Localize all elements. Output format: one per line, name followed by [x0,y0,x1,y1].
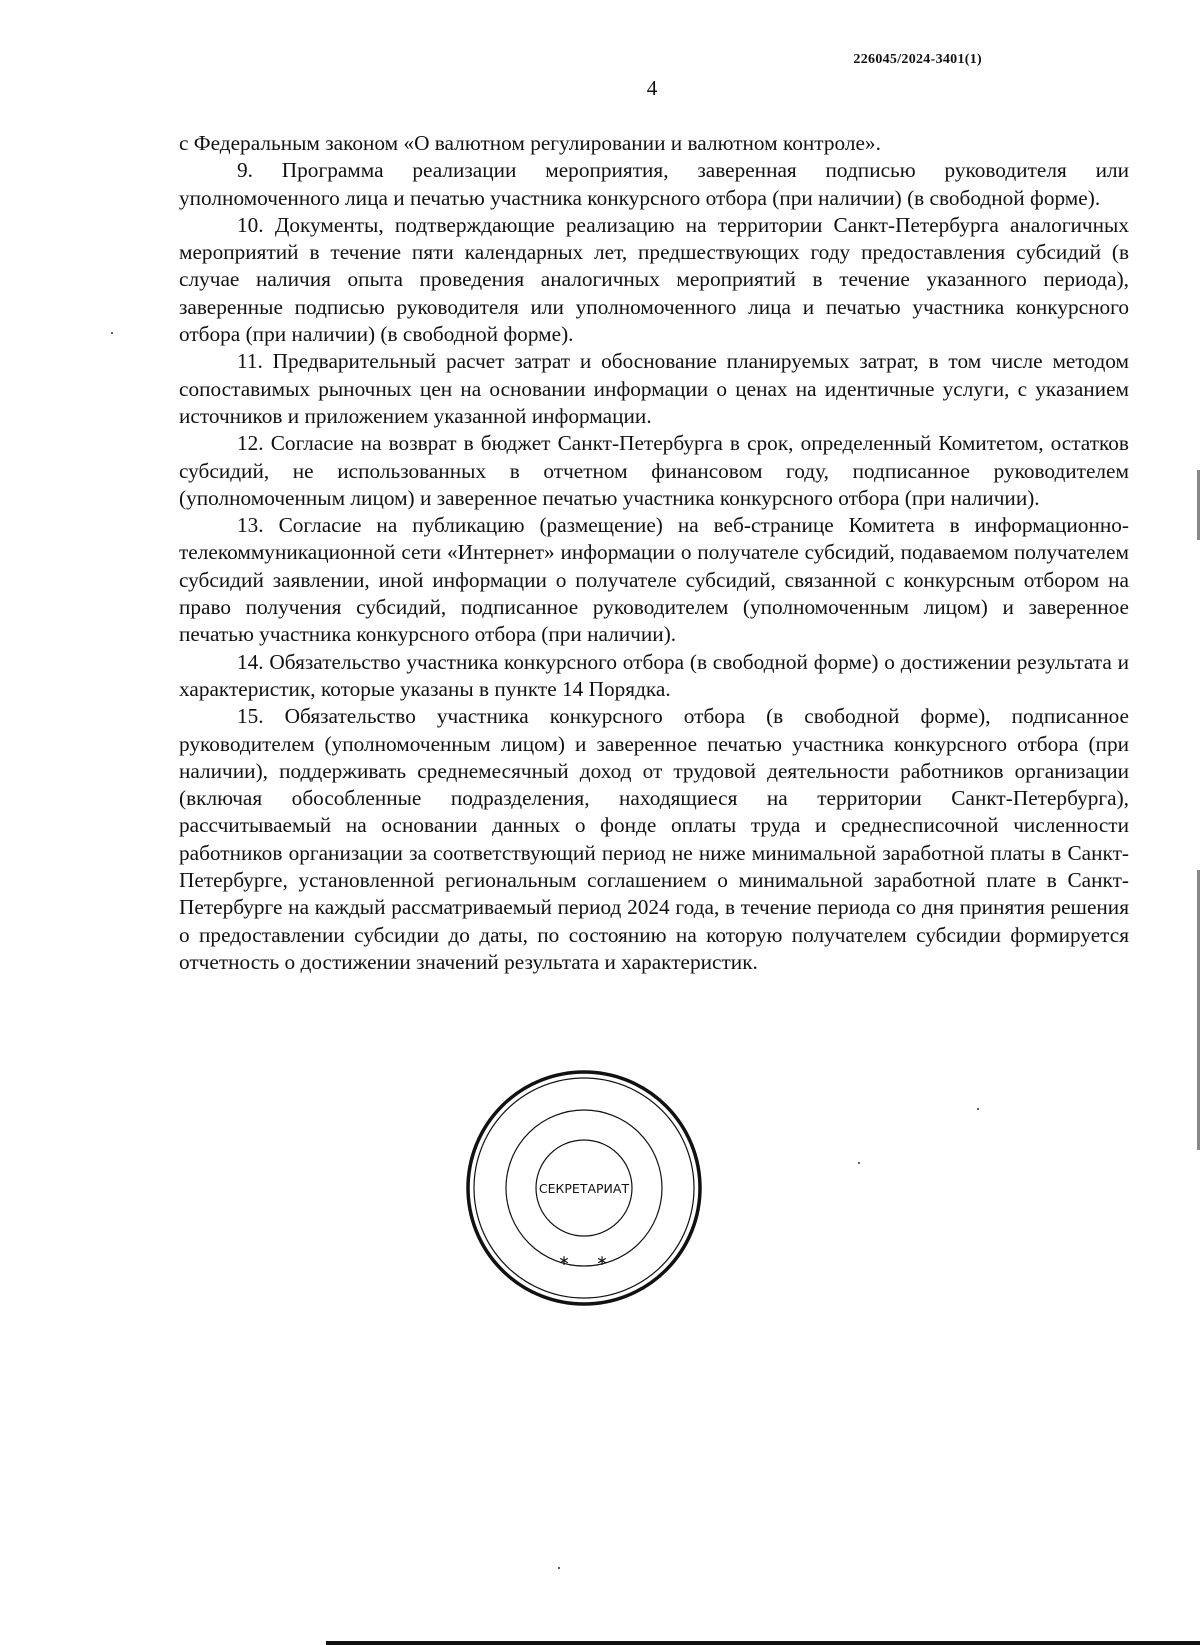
paragraph-item-10: 10. Документы, подтверждающие реализацию на территории Санкт-Петербурга аналогичных мероприятий в течение пяти календарных лет, предшествующих году предоставления субсидий (в случае наличия опыта проведения аналогичных мероприятий в течение указанного периода), заверенные подписью руководителя или уполномоченного лица и печатью участника конкурсного отбора (при наличии) (в свободной форме). [179,212,1129,347]
document-registration-number: 226045/2024-3401(1) [853,52,982,67]
seal-star-left: ∗ [558,1253,570,1269]
paragraph-item-14: 14. Обязательство участника конкурсного отбора (в свободной форме) о достижении результата и характеристик, которые указаны в пункте 14 Порядка. [179,649,1129,701]
scan-bottom-border [326,1641,1200,1645]
scan-speck [111,332,113,334]
official-seal-stamp [464,1068,704,1308]
scan-speck [858,1162,860,1164]
page-number: 4 [646,76,658,100]
scan-speck [558,1567,560,1569]
paragraph-continuation: с Федеральным законом «О валютном регулировании и валютном контроле». [179,131,881,155]
paragraph-item-9: 9. Программа реализации мероприятия, заверенная подписью руководителя или уполномоченного лица и печатью участника конкурсного отбора (при наличии) (в свободной форме). [179,158,1129,210]
paragraph-item-11: 11. Предварительный расчет затрат и обоснование планируемых затрат, в том числе методом сопоставимых рыночных цен на основании информации о ценах на идентичные услуги, с указанием источников и приложением указанной информации. [179,349,1129,428]
paragraph-item-13: 13. Согласие на публикацию (размещение) на веб-странице Комитета в информационно-телекоммуникационной сети «Интернет» информации о получателе субсидий, подаваемом получателем субсидий заявлении, иной информации о получателе субсидий, связанной с конкурсным отбором на право получения субсидий, подписанное руководителем (уполномоченным лицом) и заверенное печатью участника конкурсного отбора (при наличии). [179,513,1129,647]
paragraph-item-15: 15. Обязательство участника конкурсного отбора (в свободной форме), подписанное руководителем (уполномоченным лицом) и заверенное печатью участника конкурсного отбора (при наличии), поддерживать среднемесячный доход от трудовой деятельности работников организации (включая обособленные подразделения, находящиеся на территории Санкт-Петербурга), рассчитываемый на основании данных о фонде оплаты труда и среднесписочной численности работников организации за соответствующий период не ниже минимальной заработной платы в Санкт-Петербурге, установленной региональным соглашением о минимальной заработной плате в Санкт-Петербурге на каждый рассматриваемый период 2024 года, в течение периода со дня принятия решения о предоставлении субсидии до даты, по состоянию на которую получателем субсидии формируется отчетность о достижении значений результата и характеристик. [179,704,1129,974]
seal-center-text: СЕКРЕТАРИАТ [538,1181,630,1196]
seal-star-right: ∗ [596,1253,608,1269]
scan-speck [977,1108,979,1110]
seal-graphic [464,1068,704,1308]
paragraph-item-12: 12. Согласие на возврат в бюджет Санкт-Петербурга в срок, определенный Комитетом, остатков субсидий, не использованных в отчетном финансовом году, подписанное руководителем (уполномоченным лицом) и заверенное печатью участника конкурсного отбора (при наличии). [179,431,1129,510]
document-body [179,130,1129,976]
